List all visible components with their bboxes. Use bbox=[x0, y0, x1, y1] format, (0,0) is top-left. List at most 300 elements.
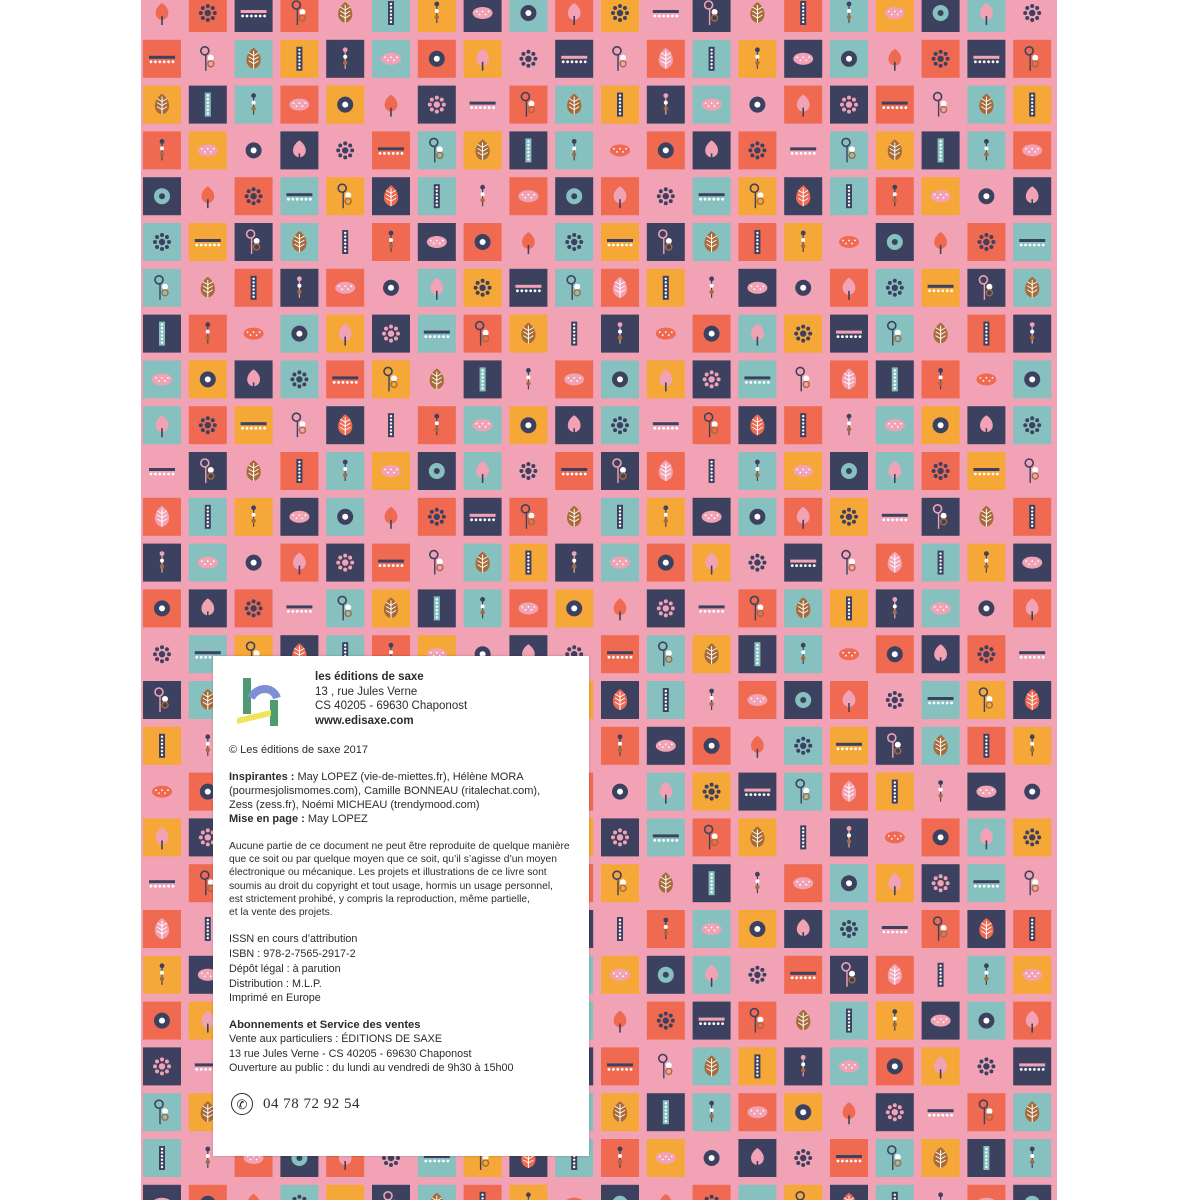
pattern-tile bbox=[784, 956, 822, 994]
pattern-tile bbox=[418, 40, 456, 78]
pattern-tile bbox=[922, 1139, 960, 1177]
pattern-tile bbox=[922, 544, 960, 582]
pattern-tile bbox=[784, 406, 822, 444]
pattern-tile bbox=[922, 1093, 960, 1131]
inspirantes-line-2: (pourmesjolismomes.com), Camille BONNEAU (ritalechat.com), bbox=[229, 785, 541, 797]
pattern-tile bbox=[784, 681, 822, 719]
pattern-tile bbox=[509, 223, 547, 261]
pattern-tile bbox=[464, 452, 502, 490]
pattern-tile bbox=[189, 406, 227, 444]
pattern-tile bbox=[189, 315, 227, 353]
pattern-tile bbox=[876, 1002, 914, 1040]
pattern-tile bbox=[280, 86, 318, 124]
pattern-tile bbox=[372, 360, 410, 398]
pattern-tile bbox=[693, 315, 731, 353]
pattern-tile bbox=[738, 818, 776, 856]
pattern-tile bbox=[922, 86, 960, 124]
pattern-tile bbox=[464, 177, 502, 215]
pattern-tile bbox=[784, 360, 822, 398]
pattern-tile bbox=[1013, 315, 1051, 353]
pattern-tile bbox=[784, 498, 822, 536]
pattern-tile bbox=[464, 406, 502, 444]
pattern-tile bbox=[876, 360, 914, 398]
pattern-tile bbox=[601, 956, 639, 994]
pattern-tile bbox=[830, 818, 868, 856]
pattern-tile bbox=[1013, 223, 1051, 261]
pattern-tile bbox=[143, 1002, 181, 1040]
pattern-tile bbox=[418, 177, 456, 215]
pattern-tile bbox=[1013, 727, 1051, 765]
pattern-tile bbox=[143, 956, 181, 994]
legal-line: et la vente des projets. bbox=[229, 907, 333, 919]
pattern-tile bbox=[738, 498, 776, 536]
pattern-tile bbox=[143, 681, 181, 719]
pattern-tile bbox=[143, 864, 181, 902]
pattern-tile bbox=[693, 0, 731, 32]
legal-line: que ce soit ou par quelque moyen que ce soit, qu’il s’agisse d’un moyen bbox=[229, 854, 557, 866]
pattern-tile bbox=[509, 0, 547, 32]
pattern-tile bbox=[143, 223, 181, 261]
copyright-notice: © Les éditions de saxe 2017 bbox=[229, 744, 368, 756]
pattern-tile bbox=[601, 1047, 639, 1085]
pattern-tile bbox=[830, 177, 868, 215]
pattern-tile bbox=[464, 498, 502, 536]
pattern-tile bbox=[601, 177, 639, 215]
publisher-street: 13 , rue Jules Verne bbox=[315, 685, 418, 698]
pattern-tile bbox=[876, 773, 914, 811]
pattern-tile bbox=[280, 452, 318, 490]
pattern-tile bbox=[876, 1093, 914, 1131]
pattern-tile bbox=[418, 498, 456, 536]
credits-layout-line bbox=[229, 812, 573, 826]
pattern-tile bbox=[876, 131, 914, 169]
pattern-tile bbox=[1013, 589, 1051, 627]
pattern-tile bbox=[464, 315, 502, 353]
pattern-tile bbox=[876, 864, 914, 902]
pattern-tile bbox=[967, 727, 1005, 765]
pattern-tile bbox=[784, 1139, 822, 1177]
pattern-tile bbox=[189, 40, 227, 78]
pattern-tile bbox=[738, 315, 776, 353]
pattern-tile bbox=[464, 544, 502, 582]
inspirantes-label: Inspirantes : bbox=[229, 771, 295, 783]
pattern-tile bbox=[1013, 956, 1051, 994]
pattern-tile bbox=[555, 315, 593, 353]
pattern-tile bbox=[418, 315, 456, 353]
credits-inspirantes-line bbox=[229, 770, 573, 784]
pattern-tile bbox=[922, 727, 960, 765]
phone-number[interactable]: 04 78 72 92 54 bbox=[263, 1095, 360, 1112]
sales-block bbox=[229, 1018, 573, 1075]
pattern-tile bbox=[601, 498, 639, 536]
pattern-tile bbox=[738, 1002, 776, 1040]
legal-deposit-line: Dépôt légal : à parution bbox=[229, 962, 341, 975]
pattern-tile bbox=[647, 544, 685, 582]
pattern-tile bbox=[143, 406, 181, 444]
pattern-tile bbox=[280, 0, 318, 32]
pattern-tile bbox=[876, 727, 914, 765]
pattern-tile bbox=[876, 635, 914, 673]
issn-line: ISSN en cours d’attribution bbox=[229, 933, 358, 946]
pattern-tile bbox=[372, 269, 410, 307]
pattern-tile bbox=[235, 131, 273, 169]
pattern-tile bbox=[784, 40, 822, 78]
pattern-tile bbox=[601, 1093, 639, 1131]
pattern-tile bbox=[967, 40, 1005, 78]
pattern-tile bbox=[967, 773, 1005, 811]
pattern-tile bbox=[922, 223, 960, 261]
pattern-tile bbox=[693, 1093, 731, 1131]
pattern-tile bbox=[693, 40, 731, 78]
pattern-tile bbox=[693, 1185, 731, 1200]
pattern-tile bbox=[830, 1002, 868, 1040]
pattern-tile bbox=[601, 452, 639, 490]
pattern-tile bbox=[601, 727, 639, 765]
pattern-tile bbox=[784, 773, 822, 811]
pattern-tile bbox=[647, 177, 685, 215]
pattern-tile bbox=[922, 1185, 960, 1200]
pattern-tile bbox=[738, 727, 776, 765]
publisher-city: CS 40205 - 69630 Chaponost bbox=[315, 700, 468, 712]
pattern-tile bbox=[967, 0, 1005, 32]
publisher-website[interactable]: www.edisaxe.com bbox=[315, 714, 414, 727]
pattern-tile bbox=[326, 131, 364, 169]
pattern-tile bbox=[647, 86, 685, 124]
pattern-tile bbox=[189, 223, 227, 261]
pattern-tile bbox=[876, 269, 914, 307]
pattern-tile bbox=[1013, 635, 1051, 673]
pattern-tile bbox=[967, 1139, 1005, 1177]
pattern-tile bbox=[326, 223, 364, 261]
pattern-tile bbox=[876, 818, 914, 856]
pattern-tile bbox=[830, 773, 868, 811]
pattern-tile bbox=[509, 315, 547, 353]
printed-line: Imprimé en Europe bbox=[229, 992, 321, 1005]
pattern-tile bbox=[189, 0, 227, 32]
pattern-tile bbox=[372, 86, 410, 124]
pattern-tile bbox=[693, 223, 731, 261]
pattern-tile bbox=[143, 0, 181, 32]
pattern-tile bbox=[509, 177, 547, 215]
pattern-tile bbox=[647, 818, 685, 856]
pattern-tile bbox=[509, 131, 547, 169]
pattern-tile bbox=[830, 269, 868, 307]
pattern-tile bbox=[876, 1185, 914, 1200]
pattern-tile bbox=[189, 269, 227, 307]
pattern-tile bbox=[143, 1185, 181, 1200]
legal-line: électronique ou mécanique. Les projets et illustrations de ce livre sont bbox=[229, 867, 547, 879]
pattern-tile bbox=[784, 727, 822, 765]
pattern-tile bbox=[693, 177, 731, 215]
pattern-tile bbox=[555, 360, 593, 398]
pattern-tile bbox=[280, 360, 318, 398]
pattern-tile bbox=[693, 406, 731, 444]
pattern-tile bbox=[143, 269, 181, 307]
pattern-tile bbox=[280, 1185, 318, 1200]
pattern-tile bbox=[784, 315, 822, 353]
pattern-tile bbox=[372, 406, 410, 444]
pattern-tile bbox=[372, 452, 410, 490]
pattern-tile bbox=[876, 40, 914, 78]
pattern-tile bbox=[693, 910, 731, 948]
pattern-tile bbox=[967, 1185, 1005, 1200]
pattern-tile bbox=[464, 589, 502, 627]
pattern-tile bbox=[876, 1047, 914, 1085]
pattern-tile bbox=[372, 1185, 410, 1200]
pattern-tile bbox=[693, 544, 731, 582]
pattern-tile bbox=[235, 544, 273, 582]
pattern-tile bbox=[876, 498, 914, 536]
pattern-tile bbox=[189, 177, 227, 215]
pattern-tile bbox=[922, 131, 960, 169]
pattern-tile bbox=[830, 1047, 868, 1085]
pattern-tile bbox=[601, 864, 639, 902]
pattern-tile bbox=[509, 360, 547, 398]
pattern-tile bbox=[738, 131, 776, 169]
pattern-tile bbox=[143, 498, 181, 536]
pattern-tile bbox=[143, 589, 181, 627]
pattern-tile bbox=[738, 910, 776, 948]
pattern-tile bbox=[509, 1185, 547, 1200]
pattern-tile bbox=[967, 818, 1005, 856]
pattern-tile bbox=[326, 406, 364, 444]
pattern-tile bbox=[922, 360, 960, 398]
pattern-tile bbox=[1013, 1139, 1051, 1177]
pattern-tile bbox=[601, 1185, 639, 1200]
pattern-tile bbox=[830, 681, 868, 719]
pattern-tile bbox=[1013, 0, 1051, 32]
pattern-tile bbox=[601, 360, 639, 398]
pattern-tile bbox=[967, 589, 1005, 627]
pattern-tile bbox=[601, 223, 639, 261]
pattern-tile bbox=[784, 635, 822, 673]
pattern-tile bbox=[464, 1185, 502, 1200]
pattern-tile bbox=[1013, 131, 1051, 169]
pattern-tile bbox=[967, 864, 1005, 902]
pattern-tile bbox=[738, 452, 776, 490]
pattern-tile bbox=[235, 589, 273, 627]
pattern-tile bbox=[555, 40, 593, 78]
pattern-tile bbox=[693, 635, 731, 673]
pattern-tile bbox=[784, 589, 822, 627]
pattern-tile bbox=[784, 177, 822, 215]
pattern-tile bbox=[189, 86, 227, 124]
pattern-tile bbox=[601, 773, 639, 811]
pattern-tile bbox=[555, 498, 593, 536]
pattern-tile bbox=[555, 86, 593, 124]
pattern-tile bbox=[601, 40, 639, 78]
pattern-tile bbox=[418, 1185, 456, 1200]
pattern-tile bbox=[876, 544, 914, 582]
pattern-tile bbox=[143, 818, 181, 856]
pattern-tile bbox=[326, 269, 364, 307]
inspirantes-line-1: May LOPEZ (vie-de-miettes.fr), Hélène MORA bbox=[297, 771, 524, 783]
pattern-tile bbox=[738, 956, 776, 994]
pattern-tile bbox=[784, 0, 822, 32]
legal-line: est strictement prohibé, y compris la reproduction, même partielle, bbox=[229, 893, 531, 905]
pattern-tile bbox=[738, 269, 776, 307]
pattern-tile bbox=[143, 360, 181, 398]
pattern-tile bbox=[830, 1139, 868, 1177]
pattern-tile bbox=[693, 1047, 731, 1085]
pattern-tile bbox=[967, 1047, 1005, 1085]
pattern-tile bbox=[738, 1139, 776, 1177]
pattern-tile bbox=[738, 223, 776, 261]
pattern-tile bbox=[143, 315, 181, 353]
edisaxe-h-logo-icon bbox=[237, 670, 301, 734]
pattern-tile bbox=[830, 406, 868, 444]
pattern-tile bbox=[647, 727, 685, 765]
pattern-tile bbox=[830, 0, 868, 32]
pattern-tile bbox=[647, 40, 685, 78]
pattern-tile bbox=[693, 452, 731, 490]
pattern-tile bbox=[143, 452, 181, 490]
pattern-tile bbox=[1013, 86, 1051, 124]
pattern-tile bbox=[601, 131, 639, 169]
pattern-tile bbox=[647, 498, 685, 536]
pattern-tile bbox=[830, 1185, 868, 1200]
pattern-tile bbox=[601, 544, 639, 582]
pattern-tile bbox=[647, 360, 685, 398]
pattern-tile bbox=[693, 360, 731, 398]
pattern-tile bbox=[784, 910, 822, 948]
pattern-tile bbox=[509, 269, 547, 307]
pattern-tile bbox=[1013, 452, 1051, 490]
pattern-tile bbox=[693, 131, 731, 169]
pattern-tile bbox=[647, 406, 685, 444]
pattern-tile bbox=[555, 269, 593, 307]
pattern-tile bbox=[647, 223, 685, 261]
pattern-tile bbox=[509, 452, 547, 490]
pattern-tile bbox=[784, 864, 822, 902]
pattern-tile bbox=[693, 727, 731, 765]
pattern-tile bbox=[235, 360, 273, 398]
pattern-tile bbox=[784, 86, 822, 124]
pattern-tile bbox=[372, 177, 410, 215]
pattern-tile bbox=[555, 406, 593, 444]
publisher-name: les éditions de saxe bbox=[315, 671, 424, 683]
telephone-icon: ✆ bbox=[231, 1093, 253, 1115]
pattern-tile bbox=[784, 269, 822, 307]
pattern-tile bbox=[326, 1185, 364, 1200]
distribution-line: Distribution : M.L.P. bbox=[229, 977, 322, 990]
pattern-tile bbox=[601, 681, 639, 719]
pattern-tile bbox=[693, 498, 731, 536]
pattern-tile bbox=[738, 864, 776, 902]
pattern-tile bbox=[235, 177, 273, 215]
pattern-tile bbox=[922, 406, 960, 444]
pattern-tile bbox=[235, 40, 273, 78]
pattern-tile bbox=[876, 452, 914, 490]
pattern-tile bbox=[418, 131, 456, 169]
pattern-tile bbox=[922, 177, 960, 215]
pattern-tile bbox=[738, 177, 776, 215]
pattern-tile bbox=[143, 910, 181, 948]
pattern-tile bbox=[784, 1093, 822, 1131]
pattern-tile bbox=[830, 864, 868, 902]
pattern-tile bbox=[601, 910, 639, 948]
pattern-tile bbox=[876, 589, 914, 627]
pattern-tile bbox=[922, 269, 960, 307]
pattern-tile bbox=[647, 864, 685, 902]
pattern-tile bbox=[189, 498, 227, 536]
legal-line: soumis au droit du copyright et tout usage, hormis un usage personnel, bbox=[229, 880, 553, 892]
pattern-tile bbox=[738, 1185, 776, 1200]
pattern-tile bbox=[922, 1047, 960, 1085]
pattern-tile bbox=[235, 86, 273, 124]
pattern-tile bbox=[1013, 1002, 1051, 1040]
pattern-tile bbox=[464, 269, 502, 307]
pattern-tile bbox=[280, 177, 318, 215]
pattern-tile bbox=[509, 86, 547, 124]
pattern-tile bbox=[1013, 406, 1051, 444]
pattern-tile bbox=[601, 1139, 639, 1177]
pattern-tile bbox=[418, 86, 456, 124]
pattern-tile bbox=[280, 269, 318, 307]
pattern-tile bbox=[464, 223, 502, 261]
pattern-tile bbox=[876, 1139, 914, 1177]
legal-line: Aucune partie de ce document ne peut être reproduite de quelque manière bbox=[229, 841, 570, 852]
pattern-tile bbox=[235, 1185, 273, 1200]
pattern-tile bbox=[143, 1047, 181, 1085]
sales-heading: Abonnements et Service des ventes bbox=[229, 1019, 421, 1032]
pattern-tile bbox=[876, 910, 914, 948]
pattern-tile bbox=[647, 681, 685, 719]
pattern-tile bbox=[922, 681, 960, 719]
pattern-tile bbox=[326, 360, 364, 398]
pattern-tile bbox=[830, 498, 868, 536]
pattern-tile bbox=[876, 177, 914, 215]
pattern-tile bbox=[143, 177, 181, 215]
pattern-tile bbox=[418, 544, 456, 582]
pattern-tile bbox=[647, 1002, 685, 1040]
pattern-tile bbox=[555, 589, 593, 627]
pattern-tile bbox=[876, 86, 914, 124]
pattern-tile bbox=[738, 1047, 776, 1085]
pattern-tile bbox=[784, 1047, 822, 1085]
pattern-tile bbox=[601, 0, 639, 32]
pattern-tile bbox=[693, 1002, 731, 1040]
pattern-tile bbox=[738, 406, 776, 444]
pattern-tile bbox=[143, 773, 181, 811]
pattern-tile bbox=[693, 1139, 731, 1177]
inspirantes-line-3: Zess (zess.fr), Noémi MICHEAU (trendymood.com) bbox=[229, 799, 480, 811]
pattern-tile bbox=[143, 1093, 181, 1131]
pattern-tile bbox=[326, 544, 364, 582]
pattern-tile bbox=[922, 818, 960, 856]
pattern-tile bbox=[738, 1093, 776, 1131]
pattern-tile bbox=[647, 910, 685, 948]
pattern-tile bbox=[830, 452, 868, 490]
legal-notice bbox=[229, 840, 573, 919]
sales-line-2: 13 rue Jules Verne - CS 40205 - 69630 Chaponost bbox=[229, 1047, 472, 1060]
pattern-tile bbox=[1013, 864, 1051, 902]
pattern-tile bbox=[738, 360, 776, 398]
pattern-tile bbox=[189, 131, 227, 169]
pattern-tile bbox=[326, 0, 364, 32]
pattern-tile bbox=[326, 452, 364, 490]
pattern-tile bbox=[143, 131, 181, 169]
layout-value: May LOPEZ bbox=[307, 813, 368, 825]
pattern-tile bbox=[967, 635, 1005, 673]
pattern-tile bbox=[693, 773, 731, 811]
pattern-tile bbox=[372, 0, 410, 32]
pattern-tile bbox=[922, 956, 960, 994]
pattern-tile bbox=[967, 131, 1005, 169]
pattern-tile bbox=[1013, 818, 1051, 856]
pattern-tile bbox=[830, 40, 868, 78]
pattern-tile bbox=[738, 86, 776, 124]
